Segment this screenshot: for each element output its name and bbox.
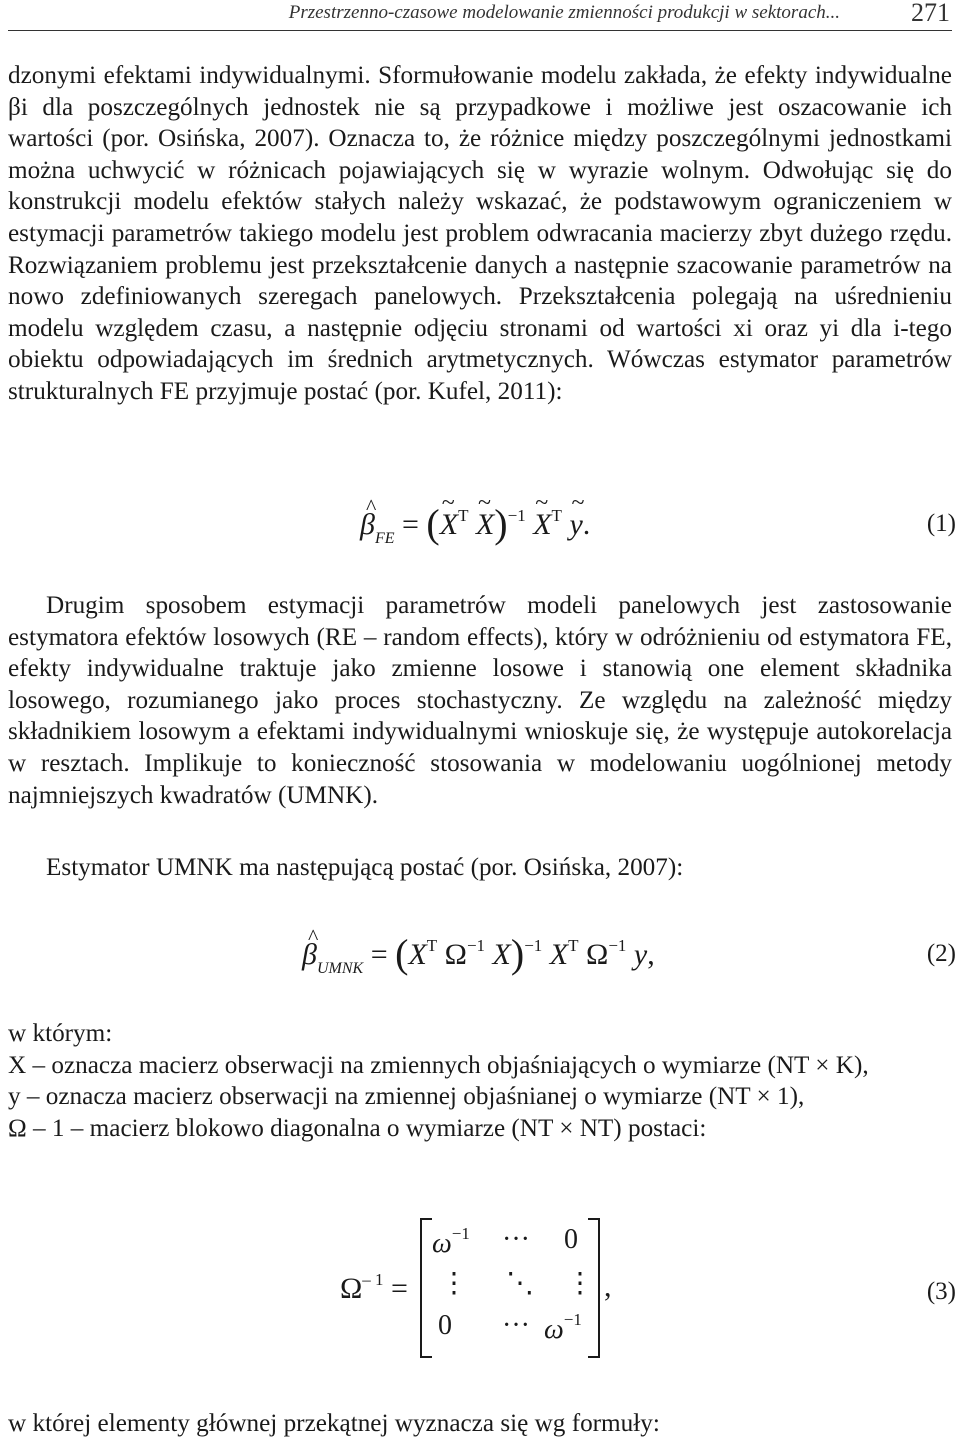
matrix-cell-vdots: ⋮ — [440, 1268, 468, 1299]
left-paren: ( — [426, 501, 440, 546]
x-tilde: ~ X — [476, 508, 494, 542]
matrix-left-bracket — [420, 1218, 432, 1358]
block-diagonal-matrix — [420, 1218, 600, 1354]
comma: , — [647, 938, 655, 971]
equation-1-formula — [360, 500, 590, 548]
paragraph-diagonal-formula: w której elementy głównej przekątnej wyznacza się wg formuły: — [8, 1410, 660, 1437]
period: . — [582, 508, 591, 541]
matrix-cell-ddots: ⋱ — [506, 1268, 534, 1299]
paragraph-fe-estimator: dzonymi efektami indywidualnymi. Sformułowanie modelu zakłada, że efekty indywidualne βi dla poszczególnych jednostek nie są przypadkowe i możliwe jest oszacowanie ich wartości (por. Osińska, 2007). Oznacza to, że różnice między poszczególnymi jednostkami można uchwycić w różnicach pojawiających się w wyrazie wolnym. Odwołując się do konstrukcji modelu efektów stałych należy wskazać, że podstawowym ograniczeniem w estymacji parametrów takiego modelu jest problem odwracania macierzy zbyt dużego rzędu. Rozwiązaniem problemu jest przekształcenie danych a następnie szacowanie parametrów na nowo zdefiniowanych szeregach panelowych. Przekształcenia polegają na uśrednieniu modelu względem czasu, a następnie odjęciu stronami od wartości xi oraz yi dla i-tego obiektu odpowiadających im średnich arytmetycznych. Wówczas estymator parametrów strukturalnych FE przyjmuje postać (por. Kufel, 2011): — [8, 62, 952, 405]
x-symbol: X — [549, 938, 569, 971]
equation-2-formula — [302, 930, 655, 978]
definition-x: X – oznacza macierz obserwacji na zmiennych objaśniających o wymiarze (NT × K), — [8, 1051, 869, 1079]
inverse-mark: −1 — [524, 936, 543, 955]
beta-hat: ^ β — [360, 508, 375, 542]
x-tilde: ~ X — [533, 508, 551, 542]
y-symbol: y — [633, 938, 648, 971]
omega-symbol: Ω — [340, 1272, 363, 1305]
transpose-mark: T — [458, 506, 469, 525]
matrix-cell-cdots: ··· — [502, 1224, 530, 1255]
definitions-intro: w którym: — [8, 1020, 113, 1047]
matrix-cell-omega-inv: $\omega^{-1}$ — [544, 1310, 582, 1345]
equals-sign: = — [370, 938, 388, 971]
right-paren: ) — [494, 501, 508, 546]
x-symbol: X — [408, 938, 427, 971]
transpose-mark: T — [551, 506, 562, 525]
page-number: 271 — [911, 0, 950, 27]
sub-fe: FE — [374, 530, 395, 547]
equation-number-3: (3) — [926, 1278, 956, 1305]
inverse-mark: −1 — [608, 936, 627, 955]
omega-symbol: Ω — [444, 938, 467, 971]
matrix-cell-vdots: ⋮ — [566, 1268, 594, 1299]
sub-umnk: UMNK — [316, 960, 364, 977]
equation-3-lhs — [340, 1270, 408, 1306]
x-tilde: ~ X — [440, 508, 458, 542]
x-symbol: X — [492, 938, 511, 971]
equals-sign: = — [391, 1272, 408, 1305]
matrix-cell-zero: 0 — [564, 1224, 578, 1255]
right-paren: ) — [510, 931, 525, 976]
matrix-cell-omega-inv: $\omega^{-1}$ — [432, 1224, 470, 1259]
equation-number-2: (2) — [926, 940, 956, 967]
matrix-cell-zero: 0 — [438, 1310, 452, 1341]
paragraph-umnk-intro: Estymator UMNK ma następującą postać (por. Osińska, 2007): — [46, 854, 684, 881]
equals-sign: = — [402, 508, 419, 541]
equation-3 — [0, 1218, 960, 1368]
inverse-mark: −1 — [466, 936, 486, 955]
running-title: Przestrzenno-czasowe modelowanie zmienności produkcji w sektorach... — [288, 2, 840, 23]
omega-symbol: Ω — [586, 938, 609, 971]
definitions-list — [8, 1018, 952, 1144]
matrix-cell-cdots: ··· — [502, 1310, 530, 1341]
equation-2 — [0, 918, 960, 988]
running-header — [8, 0, 952, 31]
transpose-mark: T — [568, 936, 579, 955]
inverse-mark: – 1 — [362, 1270, 384, 1289]
definition-y: y – oznacza macierz obserwacji na zmiennej objaśnianej o wymiarze (NT × 1), — [8, 1083, 805, 1111]
transpose-mark: T — [426, 936, 438, 955]
inverse-mark: −1 — [507, 506, 526, 525]
equation-number-1: (1) — [926, 510, 956, 537]
definition-omega: Ω – 1 – macierz blokowo diagonalna o wymiarze (NT × NT) postaci: — [8, 1114, 707, 1142]
paragraph-re-estimator: Drugim sposobem estymacji parametrów modeli panelowych jest zastosowanie estymatora efektów losowych (RE – random effects), który w odróżnieniu od estymatora FE, efekty indywidualne traktuje jako zmienne losowe i stanowią one element składnika losowego, rozumianego jako proces stochastyczny. Ze względu na zależność między składnikiem losowym a efektami indywidualnymi wnioskuje się, że występuje autokorelacja w resztach. Implikuje to konieczność stosowania w modelowaniu uogólnionej metody najmniejszych kwadratów (UMNK). — [8, 592, 952, 809]
left-paren: ( — [395, 931, 409, 976]
beta-hat: ^ β — [302, 938, 317, 972]
y-tilde: ~ y — [569, 508, 582, 542]
equation-3-comma: , — [604, 1270, 612, 1303]
equation-1 — [0, 488, 960, 558]
